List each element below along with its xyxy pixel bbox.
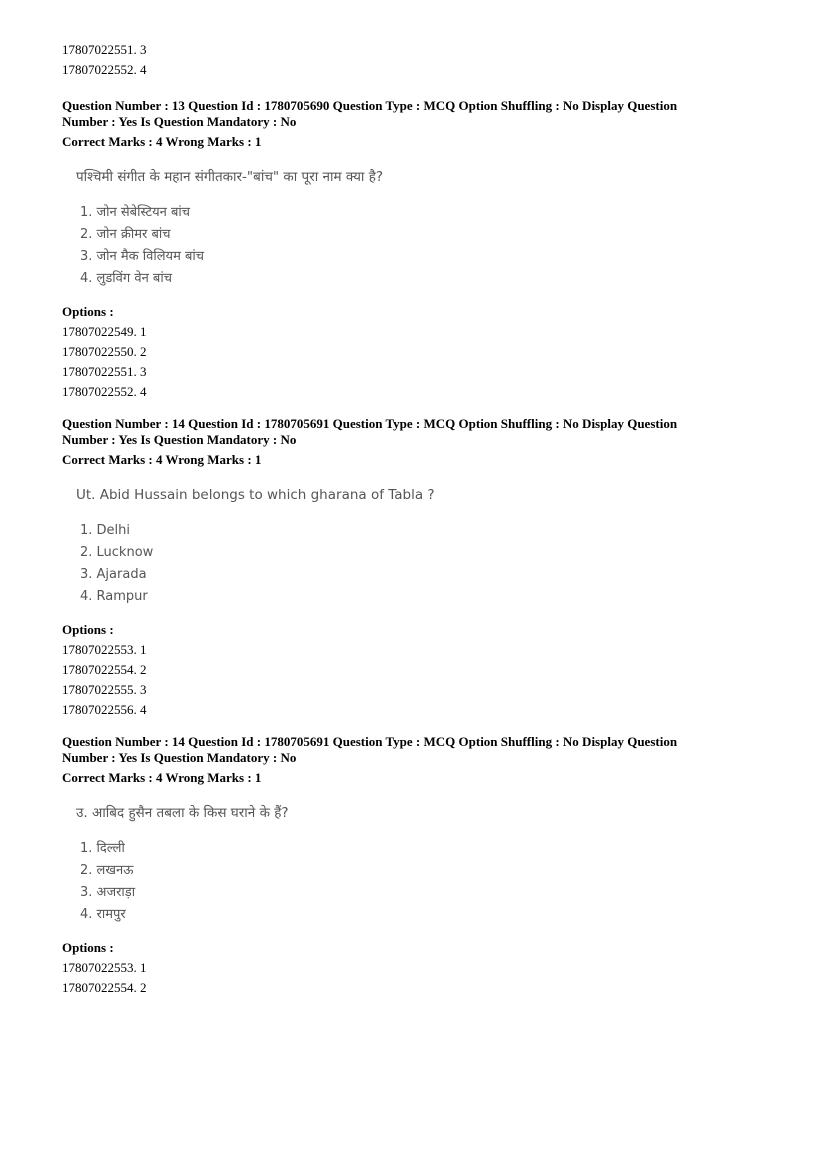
options-label: Options : bbox=[62, 622, 114, 637]
question-block-14-hi bbox=[62, 734, 762, 998]
question-image bbox=[76, 468, 762, 620]
question-image bbox=[76, 786, 762, 938]
question-block-14-en bbox=[62, 416, 762, 720]
option-line: 17807022549. 1 bbox=[62, 324, 147, 339]
question-meta-line1: Question Number : 13 Question Id : 1780705690 Question Type : MCQ Option Shuffling : No Display Question bbox=[62, 98, 678, 113]
question-choice: 2. लखनऊ bbox=[80, 863, 134, 878]
question-text: Ut. Abid Hussain belongs to which gharana of Tabla ? bbox=[76, 487, 435, 503]
document-page bbox=[62, 40, 762, 998]
question-choice: 1. जोन सेबेस्टियन बांच bbox=[80, 205, 191, 220]
question-choice: 3. अजराड़ा bbox=[80, 885, 136, 900]
question-choice: 1. Delhi bbox=[80, 523, 131, 538]
option-line: 17807022552. 4 bbox=[62, 62, 147, 77]
options-label: Options : bbox=[62, 940, 114, 955]
option-line: 17807022552. 4 bbox=[62, 384, 147, 399]
question-choice: 4. Rampur bbox=[80, 589, 148, 604]
question-choice: 3. जोन मैक विलियम बांच bbox=[80, 249, 205, 264]
option-line: 17807022555. 3 bbox=[62, 682, 147, 697]
question-block-13 bbox=[62, 98, 762, 402]
question-meta-line1: Question Number : 14 Question Id : 1780705691 Question Type : MCQ Option Shuffling : No Display Question bbox=[62, 734, 678, 749]
question-text: पश्चिमी संगीत के महान संगीतकार-"बांच" का पूरा नाम क्या है? bbox=[76, 169, 384, 185]
question-meta-line1: Question Number : 14 Question Id : 1780705691 Question Type : MCQ Option Shuffling : No Display Question bbox=[62, 416, 678, 431]
question-choice: 4. रामपुर bbox=[80, 907, 126, 922]
options-label: Options : bbox=[62, 304, 114, 319]
question-choice: 3. Ajarada bbox=[80, 567, 147, 582]
question-choice: 1. दिल्ली bbox=[80, 841, 125, 856]
question-choice: 4. लुडविंग वेन बांच bbox=[80, 271, 172, 286]
question-choice: 2. Lucknow bbox=[80, 545, 154, 560]
option-line: 17807022554. 2 bbox=[62, 662, 147, 677]
option-line: 17807022553. 1 bbox=[62, 642, 147, 657]
option-line: 17807022550. 2 bbox=[62, 344, 147, 359]
question-marks: Correct Marks : 4 Wrong Marks : 1 bbox=[62, 770, 262, 785]
option-line: 17807022551. 3 bbox=[62, 42, 147, 57]
option-line: 17807022551. 3 bbox=[62, 364, 147, 379]
option-line: 17807022554. 2 bbox=[62, 980, 147, 995]
question-meta-line2: Number : Yes Is Question Mandatory : No bbox=[62, 432, 297, 447]
question-image bbox=[76, 150, 762, 302]
option-line: 17807022556. 4 bbox=[62, 702, 147, 717]
question-marks: Correct Marks : 4 Wrong Marks : 1 bbox=[62, 452, 262, 467]
question-choice: 2. जोन क्रीमर बांच bbox=[80, 227, 171, 242]
question-meta-line2: Number : Yes Is Question Mandatory : No bbox=[62, 750, 297, 765]
top-options-list bbox=[62, 40, 762, 80]
option-line: 17807022553. 1 bbox=[62, 960, 147, 975]
question-marks: Correct Marks : 4 Wrong Marks : 1 bbox=[62, 134, 262, 149]
question-text: उ. आबिद हुसैन तबला के किस घराने के हैं? bbox=[76, 805, 289, 821]
question-meta-line2: Number : Yes Is Question Mandatory : No bbox=[62, 114, 297, 129]
